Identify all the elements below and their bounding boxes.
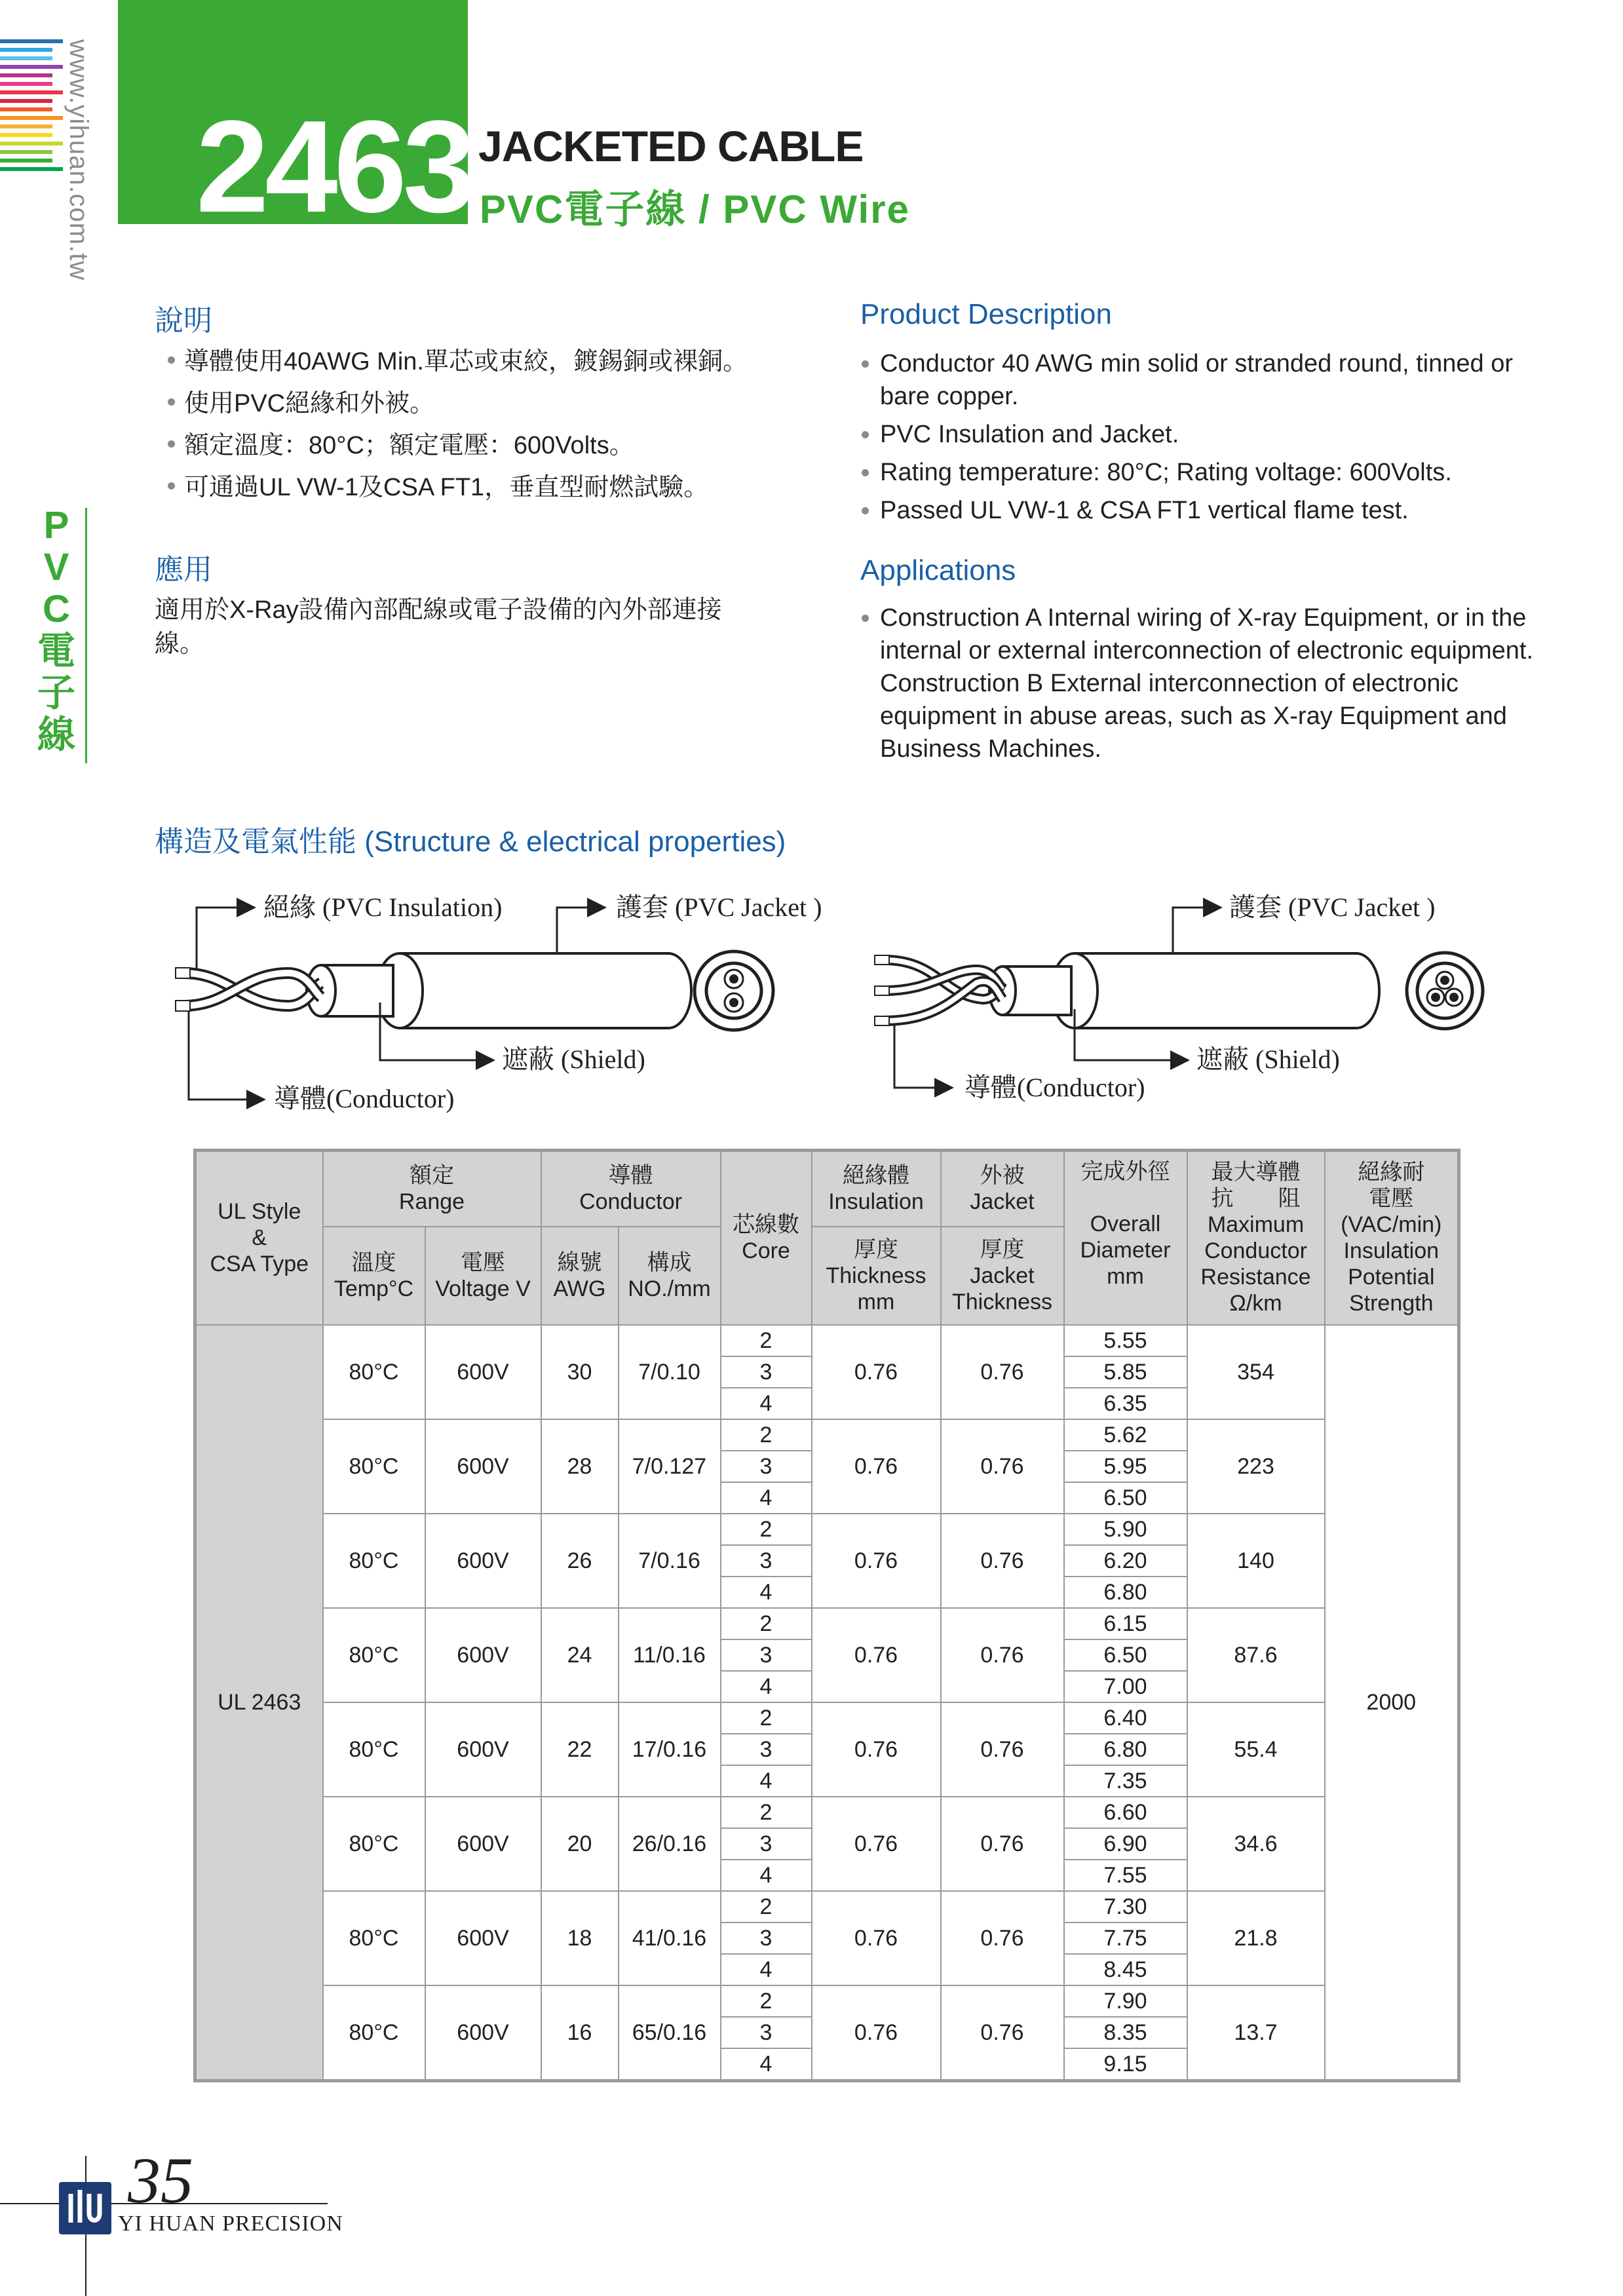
cell-jacket-thickness: 0.76	[941, 1608, 1064, 1702]
description-cn-list	[168, 341, 849, 508]
side-title-char: 電	[37, 630, 75, 672]
list-item: 使用PVC絕緣和外被。	[168, 383, 849, 425]
cell-jacket-thickness: 0.76	[941, 1702, 1064, 1797]
header-voltage: 電壓 Voltage V	[425, 1227, 541, 1325]
cell-core: 3	[721, 1923, 812, 1954]
cell-awg: 16	[541, 1985, 619, 2081]
structure-heading: 構造及電氣性能 (Structure & electrical properties)	[155, 826, 786, 858]
table-row	[195, 1797, 1459, 1828]
color-bar	[0, 99, 52, 103]
cell-potential-strength: 2000	[1325, 1325, 1459, 2081]
cell-core: 3	[721, 1451, 812, 1482]
label-insulation: 絕緣 (PVC Insulation)	[263, 892, 503, 922]
table-row	[195, 1419, 1459, 1451]
cell-core: 4	[721, 1954, 812, 1985]
cell-core: 2	[721, 1514, 812, 1545]
cell-voltage: 600V	[425, 1325, 541, 1419]
cell-core: 4	[721, 1577, 812, 1608]
cell-insulation-thickness: 0.76	[812, 1608, 941, 1702]
cell-resistance: 354	[1187, 1325, 1325, 1419]
cell-overall-diameter: 5.62	[1064, 1419, 1187, 1451]
cell-temp: 80°C	[323, 1985, 425, 2081]
list-item: Passed UL VW-1 & CSA FT1 vertical flame test.	[862, 494, 1537, 527]
cell-construction: 41/0.16	[619, 1891, 721, 1985]
cell-core: 4	[721, 2048, 812, 2081]
cell-voltage: 600V	[425, 1514, 541, 1608]
cell-overall-diameter: 7.35	[1064, 1765, 1187, 1797]
cell-jacket-thickness: 0.76	[941, 1985, 1064, 2081]
header-core: 芯線數 Core	[721, 1151, 812, 1325]
header-conductor: 導體 Conductor	[541, 1151, 721, 1227]
color-bar	[0, 90, 63, 94]
cell-resistance: 21.8	[1187, 1891, 1325, 1985]
cell-construction: 7/0.127	[619, 1419, 721, 1514]
cell-core: 3	[721, 1734, 812, 1765]
cell-awg: 20	[541, 1797, 619, 1891]
label-jacket-a: 護套 (PVC Jacket )	[616, 892, 822, 922]
cell-overall-diameter: 5.55	[1064, 1325, 1187, 1356]
cell-core: 2	[721, 1608, 812, 1639]
cable-diagrams	[157, 871, 1546, 1127]
side-title-char: P	[43, 504, 69, 546]
side-title-char: 線	[37, 714, 75, 756]
cell-overall-diameter: 5.95	[1064, 1451, 1187, 1482]
header-jacket-thickness: 厚度 Jacket Thickness	[941, 1227, 1064, 1325]
cell-core: 3	[721, 2017, 812, 2048]
cell-insulation-thickness: 0.76	[812, 1797, 941, 1891]
cell-awg: 24	[541, 1608, 619, 1702]
cell-voltage: 600V	[425, 1608, 541, 1702]
color-bar	[0, 142, 63, 145]
applications-cn-heading: 應用	[155, 554, 212, 586]
label-shield-b: 遮蔽 (Shield)	[1196, 1044, 1340, 1074]
cable-diagram-b	[875, 908, 1483, 1088]
cell-voltage: 600V	[425, 1702, 541, 1797]
cell-temp: 80°C	[323, 1514, 425, 1608]
side-title	[37, 505, 76, 756]
applications-en-heading: Applications	[860, 554, 1016, 586]
header-jacket: 外被 Jacket	[941, 1151, 1064, 1227]
list-item: Construction A Internal wiring of X-ray Equipment, or in the internal or external interconnection of electronic equipment. Construction B External interconnection of electronic equipment in abuse areas, such as X-ray Equipment and Business Machines.	[862, 602, 1537, 765]
header-title: JACKETED CABLE	[478, 122, 864, 170]
cell-core: 4	[721, 1765, 812, 1797]
cell-construction: 7/0.10	[619, 1325, 721, 1419]
cell-core: 3	[721, 1639, 812, 1671]
color-bar	[0, 48, 52, 52]
cell-jacket-thickness: 0.76	[941, 1419, 1064, 1514]
cell-core: 3	[721, 1828, 812, 1860]
cell-voltage: 600V	[425, 1797, 541, 1891]
cell-overall-diameter: 8.45	[1064, 1954, 1187, 1985]
cell-overall-diameter: 8.35	[1064, 2017, 1187, 2048]
header-ul-style: UL Style & CSA Type	[195, 1151, 323, 1325]
header-awg: 線號 AWG	[541, 1227, 619, 1325]
header-temp: 溫度 Temp°C	[323, 1227, 425, 1325]
header-resistance: 最大導體 抗 阻 Maximum Conductor Resistance Ω/km	[1187, 1151, 1325, 1325]
cell-overall-diameter: 6.35	[1064, 1388, 1187, 1419]
cell-jacket-thickness: 0.76	[941, 1891, 1064, 1985]
table-row	[195, 1325, 1459, 1356]
header-potential-strength: 絕緣耐 電壓 (VAC/min) Insulation Potential Strength	[1325, 1151, 1459, 1325]
cell-insulation-thickness: 0.76	[812, 1514, 941, 1608]
cell-construction: 26/0.16	[619, 1797, 721, 1891]
label-jacket-b: 護套 (PVC Jacket )	[1229, 892, 1436, 922]
cell-overall-diameter: 6.50	[1064, 1639, 1187, 1671]
cell-awg: 26	[541, 1514, 619, 1608]
cell-overall-diameter: 6.60	[1064, 1797, 1187, 1828]
cell-overall-diameter: 6.20	[1064, 1545, 1187, 1577]
header-insulation-thickness: 厚度 Thickness mm	[812, 1227, 941, 1325]
table-row	[195, 1891, 1459, 1923]
cell-temp: 80°C	[323, 1419, 425, 1514]
yi-huan-logo-icon	[59, 2182, 111, 2234]
cell-construction: 17/0.16	[619, 1702, 721, 1797]
table-row	[195, 1608, 1459, 1639]
cell-core: 3	[721, 1356, 812, 1388]
cell-insulation-thickness: 0.76	[812, 1419, 941, 1514]
cell-temp: 80°C	[323, 1702, 425, 1797]
cell-overall-diameter: 7.75	[1064, 1923, 1187, 1954]
list-item: 可通過UL VW-1及CSA FT1，垂直型耐燃試驗。	[168, 467, 849, 508]
header-subtitle: PVC電子線 / PVC Wire	[480, 187, 910, 231]
cell-core: 2	[721, 1985, 812, 2017]
cell-insulation-thickness: 0.76	[812, 1325, 941, 1419]
cell-resistance: 140	[1187, 1514, 1325, 1608]
description-cn-heading: 說明	[155, 305, 212, 337]
list-item: 額定溫度：80°C；額定電壓：600Volts。	[168, 425, 849, 467]
color-bar	[0, 167, 63, 171]
cell-temp: 80°C	[323, 1325, 425, 1419]
color-bars	[0, 39, 63, 176]
cell-overall-diameter: 6.80	[1064, 1577, 1187, 1608]
company-name: YI HUAN PRECISION	[118, 2211, 343, 2236]
side-title-char: 子	[37, 672, 75, 714]
cell-awg: 22	[541, 1702, 619, 1797]
color-bar	[0, 150, 52, 154]
applications-en-list	[862, 602, 1537, 771]
color-bar	[0, 82, 52, 86]
table-row	[195, 1514, 1459, 1545]
side-title-char: V	[43, 546, 69, 588]
color-bar	[0, 159, 52, 163]
table-row	[195, 1702, 1459, 1734]
cell-overall-diameter: 6.90	[1064, 1828, 1187, 1860]
cell-resistance: 13.7	[1187, 1985, 1325, 2081]
color-bar	[0, 73, 52, 77]
list-item: Conductor 40 AWG min solid or stranded round, tinned or bare copper.	[862, 347, 1537, 413]
cell-core: 4	[721, 1388, 812, 1419]
side-url: www.yihuan.com.tw	[64, 39, 93, 281]
cell-jacket-thickness: 0.76	[941, 1325, 1064, 1419]
cell-overall-diameter: 5.85	[1064, 1356, 1187, 1388]
cell-awg: 28	[541, 1419, 619, 1514]
cell-core: 2	[721, 1891, 812, 1923]
header-range: 額定 Range	[323, 1151, 541, 1227]
cell-overall-diameter: 6.40	[1064, 1702, 1187, 1734]
cell-resistance: 34.6	[1187, 1797, 1325, 1891]
cable-diagram-a	[176, 908, 773, 1100]
cell-voltage: 600V	[425, 1891, 541, 1985]
cell-voltage: 600V	[425, 1985, 541, 2081]
label-shield-a: 遮蔽 (Shield)	[502, 1044, 645, 1074]
cell-insulation-thickness: 0.76	[812, 1891, 941, 1985]
table-row	[195, 1985, 1459, 2017]
cell-overall-diameter: 6.80	[1064, 1734, 1187, 1765]
cell-core: 2	[721, 1419, 812, 1451]
cell-construction: 65/0.16	[619, 1985, 721, 2081]
cell-resistance: 87.6	[1187, 1608, 1325, 1702]
cell-core: 4	[721, 1671, 812, 1702]
cell-core: 4	[721, 1482, 812, 1514]
list-item: 導體使用40AWG Min.單芯或束絞，鍍錫銅或裸銅。	[168, 341, 849, 383]
label-conductor-a: 導體(Conductor)	[274, 1084, 455, 1113]
cell-jacket-thickness: 0.76	[941, 1797, 1064, 1891]
cell-overall-diameter: 6.50	[1064, 1482, 1187, 1514]
cell-construction: 11/0.16	[619, 1608, 721, 1702]
cell-core: 3	[721, 1545, 812, 1577]
cell-temp: 80°C	[323, 1608, 425, 1702]
label-conductor-b: 導體(Conductor)	[964, 1073, 1145, 1102]
color-bar	[0, 133, 52, 137]
header-no: 構成 NO./mm	[619, 1227, 721, 1325]
cell-overall-diameter: 7.55	[1064, 1860, 1187, 1891]
cell-awg: 30	[541, 1325, 619, 1419]
cell-overall-diameter: 9.15	[1064, 2048, 1187, 2081]
model-number: 2463	[196, 94, 472, 240]
cell-awg: 18	[541, 1891, 619, 1985]
header-insulation: 絕緣體 Insulation	[812, 1151, 941, 1227]
cell-core: 2	[721, 1702, 812, 1734]
list-item: Rating temperature: 80°C; Rating voltage: 600Volts.	[862, 456, 1537, 489]
cell-core: 2	[721, 1325, 812, 1356]
cell-resistance: 55.4	[1187, 1702, 1325, 1797]
list-item: PVC Insulation and Jacket.	[862, 418, 1537, 451]
cell-overall-diameter: 6.15	[1064, 1608, 1187, 1639]
color-bar	[0, 65, 63, 69]
cell-construction: 7/0.16	[619, 1514, 721, 1608]
cell-insulation-thickness: 0.76	[812, 1985, 941, 2081]
cell-insulation-thickness: 0.76	[812, 1702, 941, 1797]
cell-temp: 80°C	[323, 1891, 425, 1985]
page-number: 35	[128, 2144, 193, 2217]
applications-cn-text: 適用於X-Ray設備內部配線或電子設備的內外部連接線。	[155, 596, 722, 658]
cell-core: 4	[721, 1860, 812, 1891]
cell-resistance: 223	[1187, 1419, 1325, 1514]
side-title-char: C	[43, 588, 70, 630]
cell-jacket-thickness: 0.76	[941, 1514, 1064, 1608]
header-overall-diameter: 完成外徑 Overall Diameter mm	[1064, 1151, 1187, 1325]
cell-overall-diameter: 7.90	[1064, 1985, 1187, 2017]
color-bar	[0, 39, 63, 43]
cell-temp: 80°C	[323, 1797, 425, 1891]
cell-ul-style: UL 2463	[195, 1325, 323, 2081]
cell-voltage: 600V	[425, 1419, 541, 1514]
color-bar	[0, 56, 52, 60]
description-en-heading: Product Description	[860, 298, 1112, 330]
color-bar	[0, 116, 63, 120]
cell-overall-diameter: 7.00	[1064, 1671, 1187, 1702]
description-en-list	[862, 347, 1537, 532]
cell-overall-diameter: 5.90	[1064, 1514, 1187, 1545]
cell-core: 2	[721, 1797, 812, 1828]
spec-table	[193, 1149, 1461, 2082]
color-bar	[0, 107, 52, 111]
color-bar	[0, 124, 52, 128]
cell-overall-diameter: 7.30	[1064, 1891, 1187, 1923]
side-divider	[85, 508, 87, 763]
